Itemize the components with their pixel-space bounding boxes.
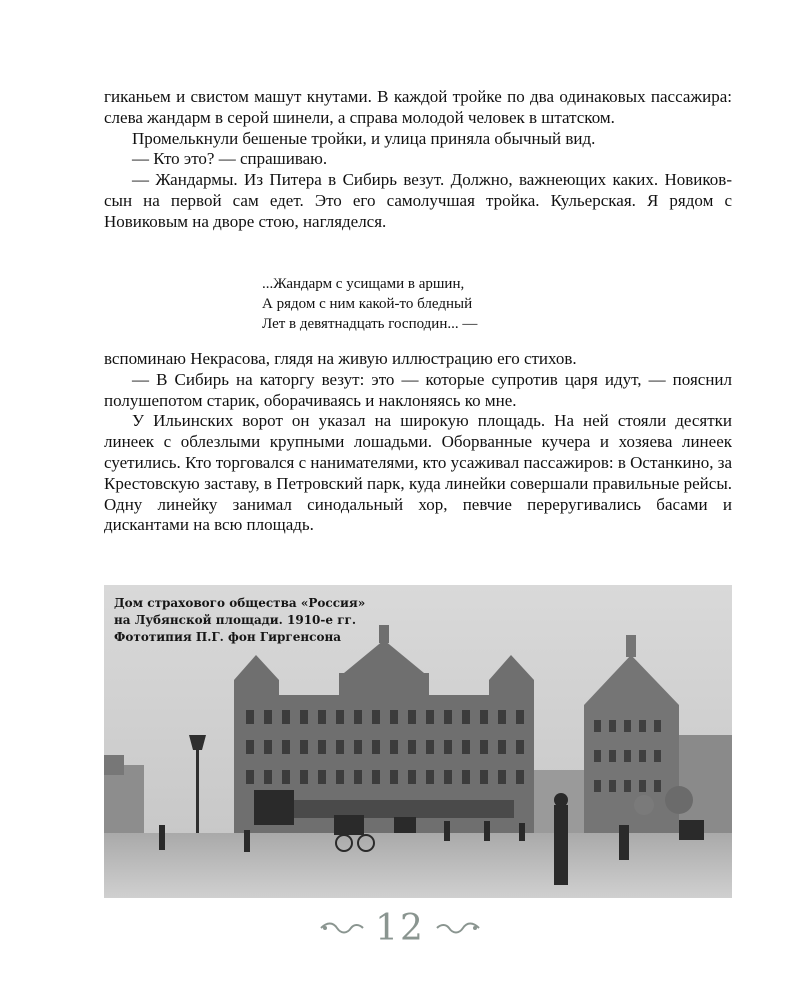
page-number: 12: [375, 907, 425, 949]
poem-line: А рядом с ним какой-то бледный: [262, 296, 473, 312]
page-footer: [0, 906, 800, 950]
main-text-bottom: [104, 349, 732, 536]
paragraph: У Ильинских ворот он указал на широкую площадь. На ней стояли десятки линеек с облезлыми крупными лошадьми. Оборванные кучера и хозяева линеек суетились. Кто торговался с нанимателями, кто усаживал пассажиров: в Останкино, за Крестовскую заставу, в Петровский парк, куда линейки совершали правильные рейсы. Одну линейку занимал синодальный хор, певчие переругивались басами и дискантами на всю площадь.: [104, 411, 732, 535]
poem-line: ...Жандарм с усищами в аршин,: [262, 276, 465, 292]
dialogue-line: — В Сибирь на каторгу везут: это — которые супротив царя идут, — пояснил полушепотом старик, оборачиваясь и наклоняясь ко мне.: [104, 369, 732, 410]
dialogue-line: — Кто это? — спрашиваю.: [132, 149, 328, 169]
flourish-right-icon: [435, 921, 481, 935]
dialogue-line: — Жандармы. Из Питера в Сибирь везут. Должно, важнеющих каких. Новиков-сын на первой сам едет. Это его самолучшая тройка. Кульерская. Я рядом с Новиковым на дворе стою, нагляделся.: [104, 170, 732, 231]
photo-caption: [114, 595, 365, 646]
flourish-left-icon: [319, 921, 365, 935]
main-text-top: [104, 87, 732, 233]
paragraph: вспоминаю Некрасова, глядя на живую иллюстрацию его стихов.: [104, 349, 577, 368]
caption-line: Фототипия П.Г. фон Гиргенсона: [114, 630, 342, 644]
caption-line: Дом страхового общества «Россия»: [114, 596, 366, 610]
paragraph: гиканьем и свистом машут кнутами. В каждой тройке по два одинаковых пассажира: слева жандарм в серой шинели, а справа молодой человек в штатском.: [104, 87, 732, 127]
poem-line: Лет в девятнадцать господин... —: [262, 316, 478, 332]
caption-line: на Лубянской площади. 1910-е гг.: [114, 613, 357, 627]
poem-quote: [262, 274, 477, 334]
paragraph: Промелькнули бешеные тройки, и улица приняла обычный вид.: [132, 128, 596, 148]
historical-photo: [104, 585, 732, 898]
